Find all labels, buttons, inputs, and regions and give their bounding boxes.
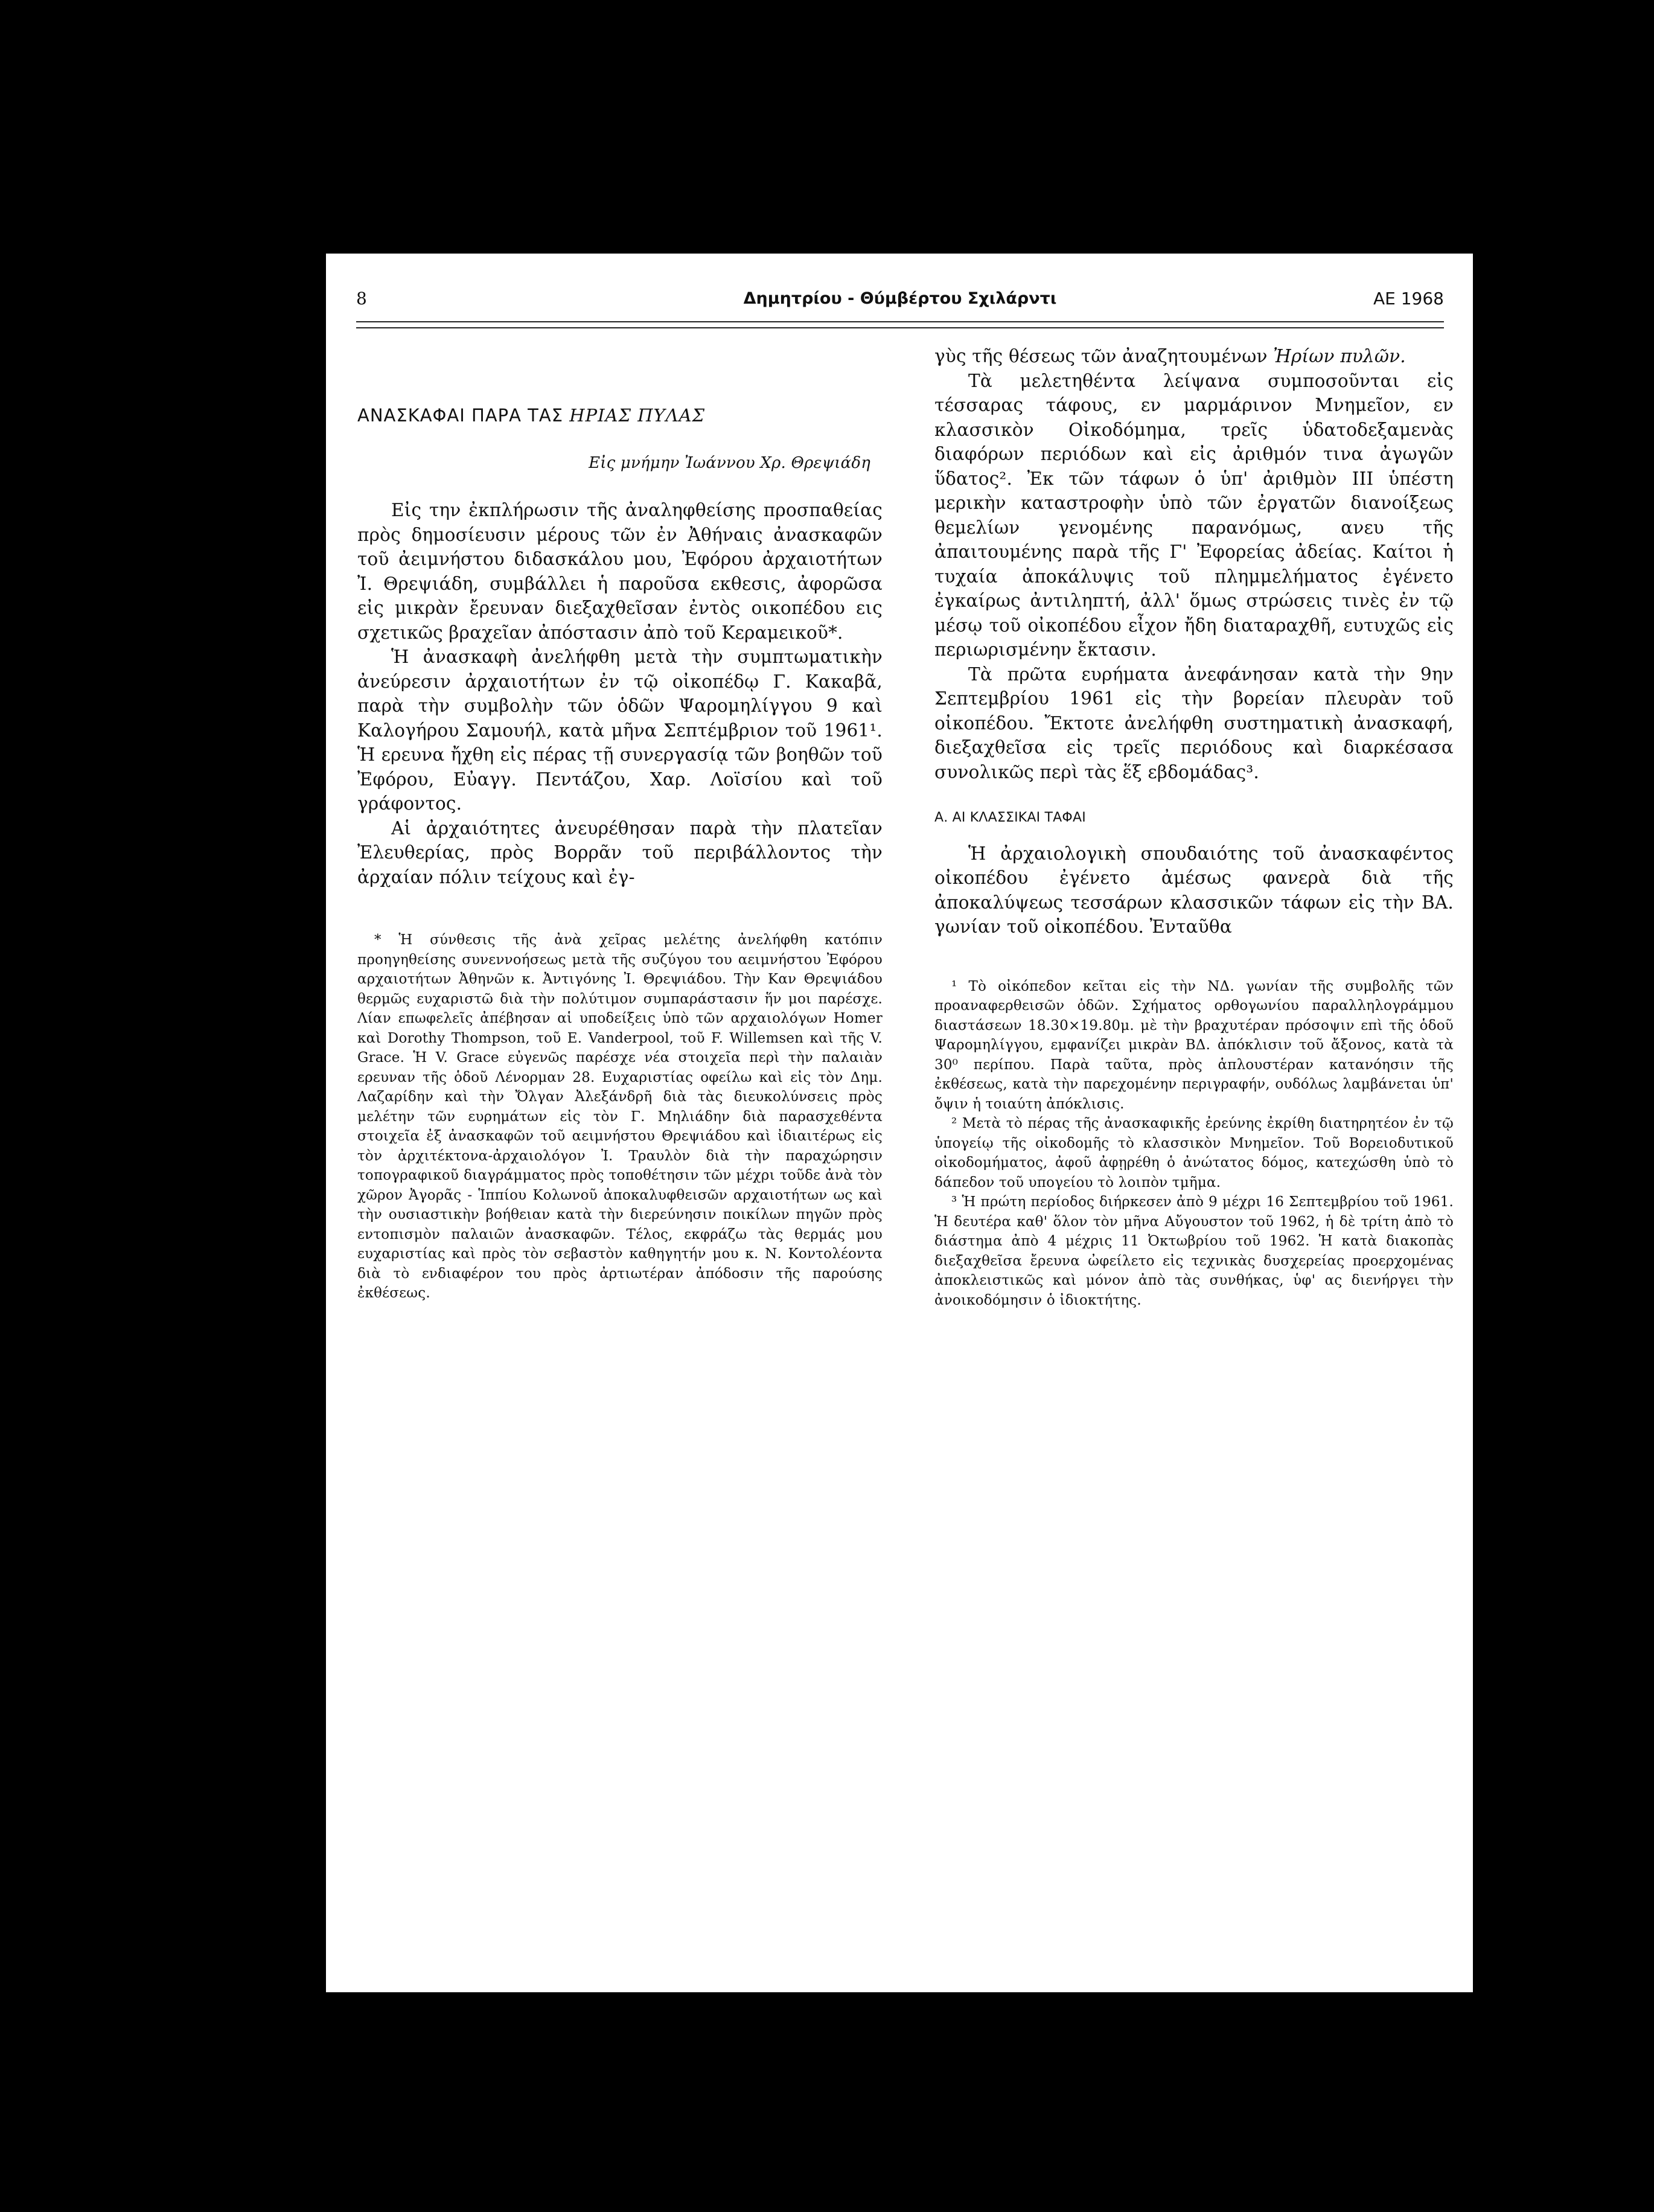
footnote: ² Μετὰ τὸ πέρας τῆς ἀνασκαφικῆς ἐρεύνης ἐκρίθη διατηρητέον ἐν τῷ ὑπογείῳ τῆς οἰκοδομῆς τὸ κλασσικὸν Μνημεῖον. Τοῦ Βορειοδυτικοῦ οἰκοδομήματος, ἀφοῦ ἀφῃρέθη ὁ ἀνώτατος δόμος, κατεχώσθη ὑπὸ τὸ δάπεδον τοῦ υπογείου τὸ λοιπὸν τμῆμα. — [934, 1116, 1454, 1191]
article-title-italic: ΗΡΙΑΣ ΠΥΛΑΣ — [569, 405, 706, 426]
body-paragraph: Αἱ ἀρχαιότητες ἀνευρέθησαν παρὰ τὴν πλατεῖαν Ἐλευθερίας, πρὸς Βορρᾶν τοῦ περιβάλλοντος τὴν ἀρχαίαν πόλιν τείχους καὶ ἐγ- — [357, 817, 883, 887]
continued-text: γὺς τῆς θέσεως τῶν ἀναζητουμένων — [934, 346, 1274, 366]
body-paragraph: Ἡ ἀρχαιολογικὴ σπουδαιότης τοῦ ἀνασκαφέντος οἰκοπέδου ἐγένετο ἀμέσως φανερὰ διὰ τῆς ἀποκαλύψεως τεσσάρων κλασσικῶν τάφων εἰς τὴν ΒΑ. γωνίαν τοῦ οἰκοπέδου. Ἐνταῦθα — [934, 843, 1454, 937]
running-author: Δημητρίου - Θύμβέρτου Σχιλάρντι — [743, 289, 1057, 308]
running-header — [356, 285, 1444, 313]
footnote-block — [357, 930, 883, 1303]
footnote: ¹ Τὸ οἰκόπεδον κεῖται εἰς τὴν ΝΔ. γωνίαν τῆς συμβολῆς τῶν προαναφερθεισῶν ὁδῶν. Σχήματος ορθογωνίου παραλληλογράμμου διαστάσεων 18.30×19.80μ. μὲ τὴν βραχυτέραν πρόσοψιν επὶ τῆς ὁδοῦ Ψαρομηλίγγου, εμφανίζει μικρὰν ΒΔ. ἀπόκλισιν τοῦ ἄξονος, κατὰ τὰ 30⁰ περίπου. Παρὰ ταῦτα, πρὸς ἁπλουστέραν κατανόησιν τῆς ἐκθέσεως, κατὰ τὴν παρεχομένην περιγραφήν, ουδόλως λαμβάνεται ὑπ' ὄψιν ἡ τοιαύτη ἀπόκλισις. — [934, 978, 1454, 1112]
page-number: 8 — [356, 289, 367, 308]
footnote: * Ἡ σύνθεσις τῆς ἀνὰ χεῖρας μελέτης ἀνελήφθη κατόπιν προηγηθείσης συνεννοήσεως μετὰ τῆς συζύγου του αειμνήστου Ἐφόρου αρχαιοτήτων Ἀθηνῶν κ. Ἀντιγόνης Ἰ. Θρεψιάδου. Τὴν Καν Θρεψιάδου θερμῶς ευχαριστῶ διὰ τὴν πολύτιμον συμπαράστασιν ἥν μοι παρέσχε. Λίαν επωφελεῖς ἀπέβησαν αἱ υποδείξεις ὑπὸ τῶν αρχαιολόγων Homer καὶ Dorothy Thompson, τοῦ E. Vanderpool, τοῦ F. Willemsen καὶ τῆς V. Grace. Ἡ V. Grace εὐγενῶς παρέσχε νέα στοιχεῖα περὶ τὴν παλαιὰν ερευναν τῆς ὁδοῦ Λένορμαν 28. Ευχαριστίας οφείλω καὶ εἰς τὸν Δημ. Λαζαρίδην καὶ τὴν Ὄλγαν Ἀλεξάνδρῆ διὰ τὰς διευκολύνσεις πρὸς μελέτην τῶν ευρημάτων εἰς τὸν Γ. Μηλιάδην διὰ παρασχεθέντα στοιχεῖα ἐξ ἀνασκαφῶν τοῦ αειμνήστου Θρεψιάδου καὶ ἰδιαιτέρως εἰς τὸν ἀρχιτέκτονα-ἀρχαιολόγον Ἰ. Τραυλὸν διὰ τὴν παραχώρησιν τοπογραφικοῦ διαγράμματος πρὸς τοποθέτησιν τῶν μέχρι τοῦδε ἀνὰ τὸν χῶρον Ἀγορᾶς - Ἱππίου Κολωνοῦ ἀποκαλυφθεισῶν αρχαιοτήτων ως καὶ τὴν ουσιαστικὴν βοήθειαν κατὰ τὴν διερεύνησιν ποικίλων πηγῶν πρὸς εντοπισμὸν παλαιῶν ἀνασκαφῶν. Τέλος, εκφράζω τὰς θερμάς μου ευχαριστίας καὶ πρὸς τὸν σεβαστὸν καθηγητήν μου κ. Ν. Κοντολέοντα διὰ τὸ ενδιαφέρον του πρὸς ἀρτιωτέραν ἀπόδοσιν τῆς παρούσης ἐκθέσεως. — [357, 932, 883, 1301]
body-paragraph: Τὰ μελετηθέντα λείψανα συμποσοῦνται εἰς τέσσαρας τάφους, εν μαρμάρινον Μνημεῖον, εν κλασσικὸν Οἰκοδόμημα, τρεῖς ὑδατοδεξαμενὰς διαφόρων περιόδων καὶ εἰς ἀριθμόν τινα ἀγωγῶν ὕδατος². Ἐκ τῶν τάφων ὁ ὑπ' ἀριθμὸν III ὑπέστη μερικὴν καταστροφὴν ὑπὸ τῶν ἐργατῶν διανοίξεως θεμελίων γενομένης παρανόμως, ανευ τῆς ἀπαιτουμένης παρὰ τῆς Γ' Ἐφορείας ἀδείας. Καίτοι ἡ τυχαία ἀποκάλυψις τοῦ πλημμελήματος ἐγένετο ἐγκαίρως ἀντιληπτή, ἀλλ' ὅμως στρώσεις τινὲς ἐν τῷ μέσῳ τοῦ οἰκοπέδου εἶχον ἤδη διαταραχθῆ, ευτυχῶς εἰς περιωρισμένην ἔκτασιν. — [934, 370, 1454, 660]
journal-id: ΑΕ 1968 — [1373, 289, 1444, 308]
body-paragraph: Εἰς την ἐκπλήρωσιν τῆς ἀναληφθείσης προσπαθείας πρὸς δημοσίευσιν μέρους τῶν ἐν Ἀθήναις ἀνασκαφῶν τοῦ ἀειμνήστου διδασκάλου μου, Ἐφόρου ἀρχαιοτήτων Ἰ. Θρεψιάδη, συμβάλλει ἡ παροῦσα εκθεσις, ἀφορῶσα εἰς μικρὰν ἔρευναν διεξαχθεῖσαν ἐντὸς οικοπέδου εις σχετικῶς βραχεῖαν ἀπόστασιν ἀπὸ τοῦ Κεραμεικοῦ*. — [357, 500, 883, 643]
footnote: ³ Ἡ πρώτη περίοδος διήρκεσεν ἀπὸ 9 μέχρι 16 Σεπτεμβρίου τοῦ 1961. Ἡ δευτέρα καθ' ὅλον τὸν μῆνα Αὔγουστον τοῦ 1962, ἡ δὲ τρίτη ἀπὸ τὸ διάστημα ἀπὸ 4 μέχρις 11 Ὀκτωβρίου τοῦ 1962. Ἡ κατὰ διακοπὰς διεξαχθεῖσα ἔρευνα ὠφείλετο εἰς τεχνικὰς δυσχερείας προερχομένας ἀποκλειστικῶς καὶ μόνον ἀπὸ τὰς συνθήκας, ὑφ' ας διενήργει τὴν ἀνοικοδόμησιν ὁ ἰδιοκτήτης. — [934, 1194, 1454, 1308]
header-rule-2 — [356, 327, 1444, 328]
right-column — [934, 344, 1454, 1310]
body-paragraph-continued — [934, 344, 1454, 369]
header-rule — [356, 321, 1444, 322]
dedication: Εἰς μνήμην Ἰωάννου Χρ. Θρεψιάδη — [589, 453, 870, 472]
continued-text-italic: Ἠρίων πυλῶν. — [1273, 346, 1406, 366]
body-paragraph: Ἡ ἀνασκαφὴ ἀνελήφθη μετὰ τὴν συμπτωματικὴν ἀνεύρεσιν ἀρχαιοτήτων ἐν τῷ οἰκοπέδῳ Γ. Κακαβᾶ, παρὰ τὴν συμβολὴν τῶν ὁδῶν Ψαρομηλίγγου 9 καὶ Καλογήρου Σαμουήλ, κατὰ μῆνα Σεπτέμβριον τοῦ 1961¹. Ἡ ερευνα ἤχθη εἰς πέρας τῇ συνεργασίᾳ τῶν βοηθῶν τοῦ Ἐφόρου, Εὐαγγ. Πεντάζου, Χαρ. Λοϊσίου καὶ τοῦ γράφοντος. — [357, 647, 883, 814]
body-paragraph: Τὰ πρῶτα ευρήματα ἀνεφάνησαν κατὰ τὴν 9ην Σεπτεμβρίου 1961 εἰς τὴν βορείαν πλευρὰν τοῦ οἰκοπέδου. Ἔκτοτε ἀνελήφθη συστηματικὴ ἀνασκαφή, διεξαχθεῖσα εἰς τρεῖς περιόδους καὶ διαρκέσασα συνολικῶς περὶ τὰς ἕξ εβδομάδας³. — [934, 663, 1454, 782]
article-title-text: ΑΝΑΣΚΑΦΑΙ ΠΑΡΑ ΤΑΣ — [357, 405, 564, 426]
left-column — [357, 344, 883, 1303]
article-title — [357, 403, 883, 428]
section-heading: Α. ΑΙ ΚΛΑΣΣΙΚΑΙ ΤΑΦΑΙ — [934, 810, 1086, 825]
footnote-block — [934, 977, 1454, 1311]
document-page — [326, 254, 1473, 1992]
